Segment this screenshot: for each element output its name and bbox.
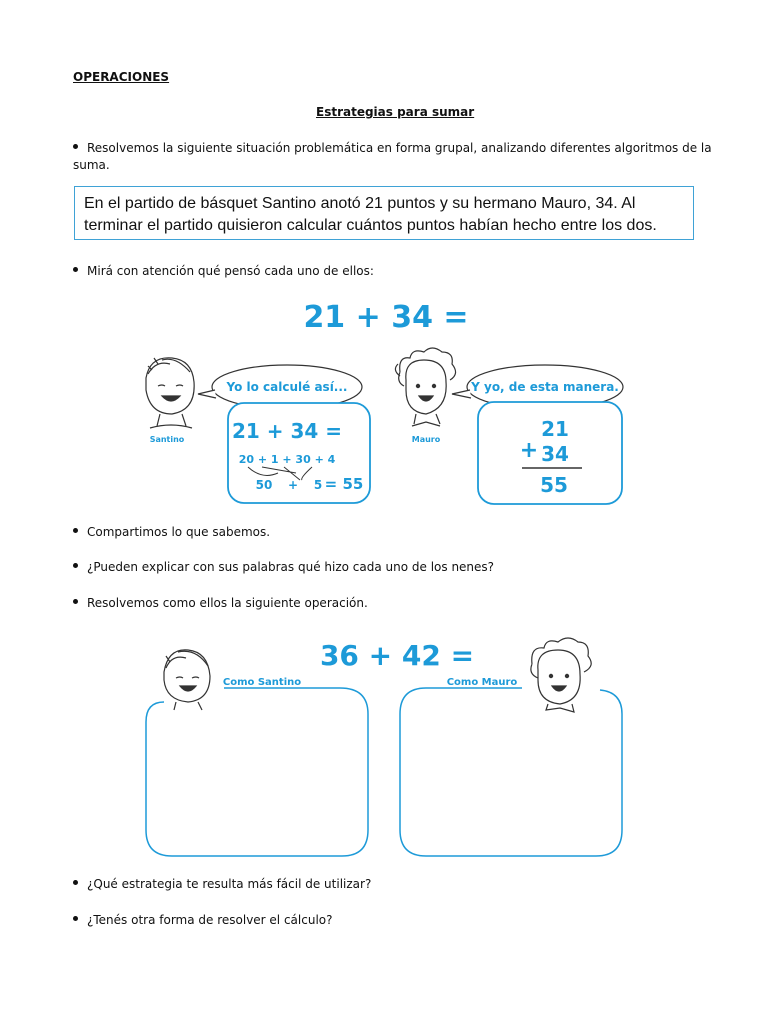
santino-face-icon bbox=[164, 650, 210, 710]
bullet-icon bbox=[73, 267, 78, 272]
mauro-result: 55 bbox=[540, 473, 568, 497]
mauro-plus-sign: + bbox=[519, 438, 539, 463]
mauro-name-label: Mauro bbox=[411, 435, 441, 444]
bullet-item: Resolvemos la siguiente situación problemática en forma grupal, analizando diferentes algoritmos de la bbox=[73, 140, 712, 157]
bullet-icon bbox=[73, 563, 78, 568]
practice-illustration bbox=[0, 630, 768, 865]
problem-line: terminar el partido quisieron calcular cuántos puntos habían hecho entre los dos. bbox=[84, 217, 657, 234]
bullet-icon bbox=[73, 880, 78, 885]
mauro-face-icon bbox=[531, 638, 591, 712]
problem-line: En el partido de básquet Santino anotó 21 puntos y su hermano Mauro, 34. Al bbox=[84, 195, 636, 212]
mauro-speech-text: Y yo, de esta manera. bbox=[471, 380, 619, 394]
santino-face-icon bbox=[146, 358, 194, 428]
santino-partial-plus: + bbox=[287, 478, 299, 492]
strategies-illustration bbox=[0, 290, 768, 510]
santino-partial-units: 5 bbox=[313, 478, 323, 492]
bullet-item: Resolvemos como ellos la siguiente operación. bbox=[73, 595, 368, 612]
page-subtitle: Estrategias para sumar bbox=[316, 105, 475, 119]
bullet-item: ¿Qué estrategia te resulta más fácil de utilizar? bbox=[73, 876, 371, 893]
bullet-icon bbox=[73, 528, 78, 533]
bullet-item: ¿Pueden explicar con sus palabras qué hizo cada uno de los nenes? bbox=[73, 559, 494, 576]
section-heading: OPERACIONES bbox=[73, 70, 170, 84]
mauro-answer-box bbox=[400, 688, 622, 856]
santino-result: = 55 bbox=[324, 475, 364, 493]
bullet-item: ¿Tenés otra forma de resolver el cálculo? bbox=[73, 912, 332, 929]
right-box-label: Como Mauro bbox=[446, 677, 518, 688]
santino-name-label: Santino bbox=[149, 435, 185, 444]
bullet-icon bbox=[73, 916, 78, 921]
santino-decomposition: 20 + 1 + 30 + 4 bbox=[238, 453, 336, 466]
left-box-label: Como Santino bbox=[222, 677, 302, 688]
mauro-addend-bottom: 34 bbox=[541, 442, 569, 466]
santino-answer-box bbox=[146, 688, 368, 856]
bullet-icon bbox=[73, 599, 78, 604]
bullet-continuation: suma. bbox=[73, 158, 110, 172]
bullet-icon bbox=[73, 144, 78, 149]
bullet-item: Mirá con atención qué pensó cada uno de ellos: bbox=[73, 263, 374, 280]
santino-equation: 21 + 34 = bbox=[231, 419, 343, 443]
mauro-face-icon bbox=[395, 348, 455, 426]
mauro-addend-top: 21 bbox=[541, 417, 569, 441]
santino-partial-tens: 50 bbox=[255, 478, 273, 492]
santino-speech-text: Yo lo calculé así... bbox=[226, 380, 348, 394]
main-equation: 21 + 34 = bbox=[303, 300, 469, 335]
bullet-item: Compartimos lo que sabemos. bbox=[73, 524, 270, 541]
practice-equation: 36 + 42 = bbox=[319, 639, 475, 672]
problem-statement-box bbox=[74, 186, 694, 240]
